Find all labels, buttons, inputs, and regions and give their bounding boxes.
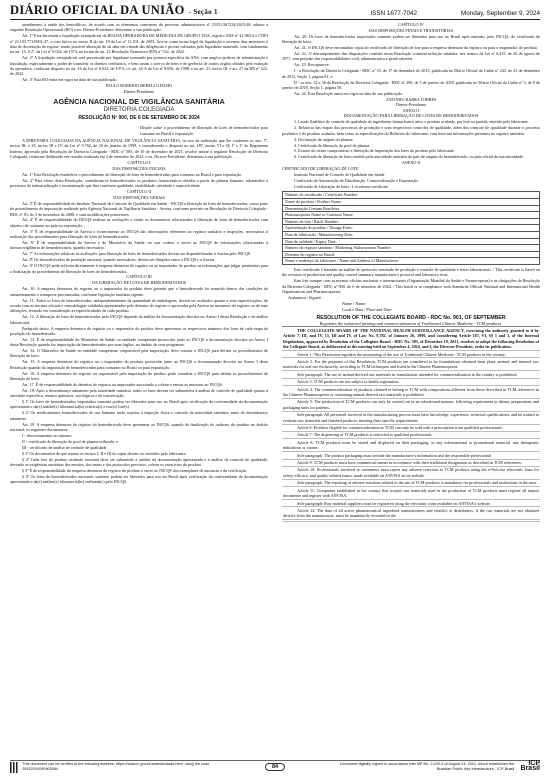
english-article-row: Article 5: The production of TCM products can only be carried out in an educational manner, following requirement in dietary preparations and packaging units for patients. [283,399,539,410]
form-row [283,205,540,212]
english-article-row [282,520,540,522]
paragraph: Art. 10. A empresa detentora do registro ou o importador do produto deve garantir que o hemoderivado foi mantido dentro das condições de armazenamento e transporte preconizadas, conforme legislação sanitária vigente. [10,286,268,297]
paragraph: Parágrafo único. A empresa detentora do registro ou o importador do produto deve apresentar os respectivos números dos lotes de cada etapa de produção do hemoderivado. [10,325,268,336]
paragraph: Art. 17. É de responsabilidade do detentor do registro ou importador autorizado a coletar e enviar as amostras ao INCQS. [22,381,223,387]
form-row [283,192,540,199]
paragraph: 6. Certificado de liberação de lotes emitido pela autoridade sanitária do país de origem do hemoderivado, ou país oficial da sua autoridade. [294,154,524,160]
section-heading: CAPÍTULO I [127,159,151,165]
section-heading: CAPÍTULO IV [398,22,424,27]
paragraph: Art. 16. A empresa detentora do registro ou responsável pela importação do produto pode consultar o INCQS para definir os procedimentos de liberação de lotes. [10,370,268,381]
paragraph: Art. 8º Os hemoderivados de produção nacional, quando necessários, devem ser dirigidos entre o INCQS e a Anvisa. [22,257,216,263]
header-meta [370,10,540,19]
signature-block-1 [10,83,268,94]
paragraph: Art. 5º É de responsabilidade da Anvisa o fornecimento ao INCQS das informações referentes ao registro sanitário e inspeções, necessárias à realização dos procedimentos para liberação de lotes de hemoderivados. [10,228,268,240]
english-article-row: Sole paragraph: The use of animal-derived raw materials in formulations intended for commercialization in the country is prohibited. [282,371,540,378]
annex-1-body [282,119,540,159]
paragraph: Art. 2º A liquidação extrajudicial será processada por liquidante nomeado por portaria específica da ANS, com amplos poderes de administração e liquidação, especialmente o poder de transferir os direitos creditórios, e bem assim o acervo de bens e de gerência de outros órgãos obtidos pela extinção da operadora, conforme disposto no art. 16 da Lei nº 6.024, de 1974, c/c art. 24-A da Lei nº 9.656, de 1998, e no art. 21, inciso III, e art. 27 da RN nº 522, de 2022. [10,55,268,77]
english-article-row: Article 4: The commercialization of products claimed to belong to TCM with compositions different from those described in TCM references in the Chinese Pharmacopoeia or containing animal-derived raw materials is prohibited. [283,386,539,397]
resolution-body [10,138,268,485]
annex-2-label: ANEXO II [401,160,421,166]
form-field-label: Pharmacopoeia Name or Common Name: [283,212,540,219]
paragraph: Este lote cumpre com as normas oficiais nacionais e internacionais (Organização Mundial da Saúde e Farmacopeias) e as obrigações da Resolução da Diretoria Colegiada - RDC nº 900, de 6 de setembro de 2024. / This batch is in compliance with Standards Official National and International Health Organizations and Pharmacopoeias. [282,278,540,294]
paragraph: I - direcionamento ao insumo; [22,432,72,438]
paragraph: Art. 14. O Ministério da Saúde ou entidade competente, responsável pela importação, deve constar o INCQS para definir os procedimentos de liberação de lotes. [10,348,268,359]
form-field-label: Apresentação do produto / Dosage Form: [283,225,540,232]
department-heading: DIRETORIA COLEGIADA [103,105,175,113]
section-heading: DAS DISPOSIÇÕES FINAIS E TRANSITÓRIAS [368,27,454,33]
paragraph: § 3º É de responsabilidade da empresa detentora do registro do produto o envio ao INCQS dos exemplares de amostras e da verificação. [22,468,248,473]
paragraph: A DIRETORIA COLEGIADA DA AGÊNCIA NACIONAL DE VIGILÂNCIA SANITÁRIA, no uso da atribuição que lhe conferem os arts. 7º, inciso III, e 15, inciso III e IV, da Lei nº 9.782, de 26 de janeiro de 1999, e considerando o disposto no art. 187, inciso VI e §§ 1º e 3º do Regimento Interno, aprovado pela Resolução de Diretoria Colegiada - RDC nº 585, de 10 de dezembro de 2021, resolve adotar a seguinte Resolução de Diretoria Colegiada, conforme deliberado em reunião realizada em 4 de setembro de 2024, e eu, Diretor-Presidente, determino a sua publicação. [10,137,268,159]
annex-1-title: DOCUMENTAÇÃO PARA LIBERAÇÃO DE LOTES DE HEMODERIVADOS [343,113,479,119]
form-field-label: Número do lote / Batch Number: [283,218,540,225]
english-resolution-title: RESOLUTION OF THE COLLEGIATE BOARD - RDC No. 901, OF SEPTEMBER [316,315,506,322]
paragraph: Art. 1º Esta Resolução estabelece o procedimento de liberação de lotes de hemoderivados para consumo no Brasil e para exportação. [22,171,243,177]
qr-code-icon [10,762,19,773]
form-field-label: Nome do produto / Product Name: [283,199,540,206]
english-resolution [282,315,540,522]
form-field-label: Número do registro sanitário / Marketing Authorization Number: [283,245,540,252]
icp-brasil-logo: ICP Brasil [520,760,540,772]
section-heading: DA LIBERAÇÃO DE LOTES DE HEMODERIVADOS [91,280,187,286]
form-row [283,218,540,225]
paragraph: 3. Declaração de origem do plasma. [294,136,354,142]
paragraph: 4. Certificado de liberação do pool de plasma. [294,142,371,148]
form-row [283,225,540,232]
paragraph: § 4º Os lotes de hemoderivados nacionais somente podem ser liberados para uso no Brasil após verificação da conformidade da documentação apresentada e da(s) análise(s) laboratorial(is) realizada(s) pelo INCQS. [10,473,268,485]
paragraph: Art. 9º O INCQS pode solicitar diretamente à empresa detentora do registro ou ao importador do produto as informações que julgar pertinentes para a finalização do procedimento de liberação de lotes de hemoderivados. [10,263,268,274]
english-article-row: Article 9: TCM products must have commercial names in accordance with their traditional designation as described in TCM references. [282,460,540,467]
resolution-number: RESOLUÇÃO Nº 900, DE 6 DE SETEMBRO DE 2024 [78,114,200,121]
page-number: 84 [265,763,285,772]
section-label: - Seção 1 [188,8,218,16]
form-row [283,199,540,206]
form-row [283,251,540,258]
form-field-label: Nome e endereço do fabricante / Name and Address of Manufacturer: [283,258,540,265]
paragraph: Art. 21. O INCQS deve encaminhar cópia do certificado de liberação de lote para a empresa detentora do registro ou para o importador do produto. [294,45,538,51]
signer-role: Diretor-Presidente [395,102,427,108]
paragraph: Art. 19. A empresa detentora do registro do hemoderivado deve apresentar ao INCQS, quando da finalização do cadastro do produto no âmbito nacional, os seguintes documentos: [10,421,268,433]
signer-name: PAULO ROBERTO REBELLO FILHO [105,83,173,89]
paragraph: Art. 2º Para efeito desta Resolução, consideram-se hemoderivados os produtos farmacêuticos obtidos a partir do plasma humano, submetidos a processos de industrialização e normatização que lhes conferem qualidade, estabilidade, atividade e especificidade. [10,177,268,188]
paragraph: Art. 13. É de responsabilidade do Ministério da Saúde ou entidade competente protocolar junto ao INCQS a documentação descrita no Anexo I desta Resolução quando for importação de hemoderivados por seus órgãos, no âmbito de seus programas. [10,336,268,348]
section-heading: DAS DISPOSIÇÕES GERAIS [113,194,165,200]
paragraph: III - certificado de análise de controle de qualidade. [22,444,108,450]
title-text: DIÁRIO OFICIAL DA UNIÃO [10,3,185,17]
signer-name: ANTONIO BARRA TORRES [385,96,437,102]
annex-subtitle: Instituto Nacional de Controle de Qualidade em Saúde [294,172,385,178]
form-row [283,212,540,219]
paragraph: § 1º Os documentos de que tratam os incisos I, II e III do caput devem ser emitidos pelo fabricante. [22,450,187,456]
english-article-row: Article 6: Products eligible for commercialization as TCM can only be sold with a prescription from qualified professionals. [282,425,540,432]
english-article-row: Article 2: For the purposes of this Resolution, TCM products are considered to be formulations obtained from plant, animal, and mineral raw materials for oral use exclusively, according to TCM techniques and listed in the Chinese Pharmacopoeia. [283,358,539,370]
english-resolution-rows [282,326,540,522]
form-row [283,245,540,252]
paragraph: 5. Extrato do termo compromisso e liberação de importação dos lotes do produto pelo fabricante. [294,148,455,154]
paragraph: atendimento à saúde dos hemofílicos, de acordo com os elementos constantes do processo administrativo nº 25351.567234/2023-28, adotou a seguinte Resolução Operacional (RO) e eu, Diretor-Presidente, determino a sua publicação: [10,22,268,33]
footer-verification: This document can be verified at the following address: https://www.in.gov.br/autenticidade.html, using the code 05152024090900084 [22,762,210,771]
certificate-text [282,267,540,294]
operational-resolution-text [10,22,268,83]
newspaper-title [10,3,218,19]
form-field-label: Data de validade / Expiry Date: [283,238,540,245]
form-field-label: Denominação Comum Brasileira: [283,205,540,212]
signature-line: Local e Data / Place and Date: [342,306,393,312]
form-field-label: Data de fabricação / Manufacturing Date: [283,232,540,239]
form-field-label: Número do certificado / Certificate Number: [283,192,540,199]
english-article-row: Article 8: TCM products must be stored and displayed on their packaging, or any informational or promotional material, any therapeutic indications or claims. [283,439,539,451]
right-column [282,22,540,522]
paragraph: II - certificado de liberação do pool de plasma utilizado; e [22,438,118,444]
english-article-row: Article 7: The dispensing of TCM products is restricted to qualified professionals. [282,432,540,439]
signature-block-2 [282,97,540,108]
paragraph: Art. 12. A liberação de lotes de hemoderivados pelo INCQS depende da análise da documentação descrita no Anexo I desta Resolução e de análise laboratorial. [10,314,268,325]
paragraph: § 2º Cada lote do produto avaliado nacional deve ser submetido à análise da documentação apresentada e à análise de controle de qualidade, devendo as exigências sanitárias dos ensaios, dos testes e dos protocolos previstos, coletar os exercícios do produto. [10,456,268,468]
form-row [283,238,540,245]
annex-2-title: CERTIFICADO DE LIBERAÇÃO DE LOTE [282,166,359,172]
certificate-signature [282,295,540,312]
form-field-label: Detentor do registro no Brasil: [283,251,540,258]
issue-date: Monday, September 9, 2024 [461,10,540,17]
form-row [283,232,540,239]
english-article-row: THE COLLEGIATE BOARD OF THE NATIONAL HEALTH SURVEILLANCE AGENCY, exercising the authority granted to it by Article 7, III, and IV, 15, III and IV, of Law No. 9,782, of January 26, 1999, and considering Article 187, VI, §§ 1 and 3, of the Internal Regulations, approved by Resolution of the Collegiate Board - RDC No. 585, of December 10, 2021, resolves to adopt the following Resolution of the Collegiate Board, as deliberated at the meeting held on September 4, 2024, and I, the Director-President, order its publication. [283,327,539,350]
resolution-ementa: Dispõe sobre o procedimento de liberação de lotes de hemoderivados para consumo no Brasil e exportação. [140,125,268,136]
paragraph: Art. 3º Esta RO entra em vigor na data de sua publicação. [22,77,118,83]
annex-subtitle: Certificado de Autorização de Distribuição, Comercialização e Exportação. [294,178,419,184]
paragraph: Art. 22. O descumprimento das disposições contidas nesta Resolução constitui infração sanitária, nos termos da Lei nº 6.437, de 20 de agosto de 1977, sem prejuízo das responsabilidades civil, administrativa e penal cabíveis. [282,51,540,62]
paragraph: 2. Relatório das etapas dos processos de produção e seus respectivos controles de qualidade, além dos controle de qualidade durante o processo produtivo e do produto acabado, bem como as especificações do Relatório do fabricante, com base nas informações presentes no registro sanitário. [282,125,540,136]
paragraph: Art. 1º Fica decretada a liquidação extrajudicial da HOLDA OPERADORA DE MEDICINA DE GRUPO LTDA, registro ANS nº 41.983-4 e CNPJ nº 22.103.771/0001-47, e com fulcro no inciso II do art. 19 da Lei nº 11.101, de 2005, fica-se como termo legal da liquidação o noventa dias anteriores à data de decretação do regime, sendo possível alteração de tal data em virtude das diligências e provas coletadas pelo liquidante nomeado, com fundamento no art. 15, § 2º, da Lei nº 6.024, de 1974, na forma do art. 22 Resolução Normativa (RN) nº 522, de 2022. [10,33,268,55]
english-article-row: Article 1: This Resolution regulates the monitoring of the use of Traditional Chinese Medicine - TCM products in the country. [282,351,540,358]
certificate-form-table [282,191,540,265]
paragraph: Art. 4º É de responsabilidade do INCQS realizar as avaliações e emitir os documentos relacionados à liberação de lotes de hemoderivados com objetivo de consumo no país ou exportação. [10,217,268,228]
paragraph: Art. 6º É de responsabilidade da Anvisa e do Ministério da Saúde, no que couber, o envio ao INCQS de informações relacionadas à farmacovigilância de hemoderivados, quando necessário. [10,240,268,251]
english-article-row: Article 3: TCM products are not subject to health registration. [282,379,540,386]
paragraph: § 1º Os lotes de hemoderivados importados somente podem ser liberados para uso no Brasil após verificação da conformidade da documentação apresentada e da(s) análise(s) laboratorial(is) relativa(s) a esse(s) lote(s). [10,399,268,410]
left-column [10,22,268,485]
english-article-row: Sole paragraph: Raw material suppliers must be registered using the electronic form available on ANVISA's website. [282,500,540,507]
section-heading: CAPÍTULO III [126,274,152,280]
paragraph: Art. 15. A empresa detentora do registro ou o importador do produto protocolar junto ao INCQS a documentação descrita no Anexo I desta Resolução quando da importação de hemoderivados para consumo no Brasil ou para exportação. [10,359,268,370]
signature-line: Assinatura / Signed: [288,294,322,300]
page-footer [10,760,540,773]
english-article-row: Article 12: The data of all active pharmaceutical ingredient manufacturers and retailers or distributors, if the raw materials are not obtained directly from the manufacturer, must be mandatorily recorded in the [283,507,539,519]
section-heading: CAPÍTULO II [126,188,152,194]
paragraph: Art. 20. Os lotes de hemoderivados importados somente podem ser liberados para uso no Brasil após emissão, pelo INCQS, do certificado de liberação de lotes. [282,33,540,45]
issn: ISSN 1677-7042 [370,10,417,17]
page-header [10,4,540,20]
paragraph: Art. 23. Revogam-se: [294,62,330,68]
english-article-row: Article 11: Companies established in the country that acquire raw materials used in the production of TCM products must register all import documents and register with ANVISA. [283,487,539,499]
annex-2-subtitles [282,172,540,189]
final-provisions [282,22,540,96]
annex-subtitle: Certificado de Liberação de lotes / Lot release certificate [294,184,389,190]
english-resolution-subtitle: Regulates the industrial farming and commercialization of Traditional Chinese Medicine - TCM products. [319,321,503,327]
paragraph: Art. 3º É de responsabilidade do Instituto Nacional de Controle de Qualidade em Saúde - INCQS a liberação de lotes de hemoderivados, como parte do procedimento de importação realizado pela Agência Nacional de Vigilância Sanitária - Anvisa, conforme previsto na Resolução de Diretoria Colegiada - RDC nº 81, de 5 de novembro de 2008, e suas modificações posteriores. [10,200,268,217]
english-article-row: Sole paragraph: All personnel involved in the manufacturing process must have knowledge, experience, technical qualifications, and be trained to evaluate raw materials and finished products, meeting their specific requirements. [283,412,539,423]
paragraph: Art. 18. Após o desembaraço aduaneiro pela autoridade sanitária, todos os lotes devem ser submetidos à análise de controle de qualidade quanto à atividade específica, ensaios químicos, sorológicos e de conservação. [10,387,268,399]
paragraph: II - os arts. 32 a 36 da Resolução da Diretoria Colegiada - RDC nº 208, de 5 de janeiro de 2018, publicada no Diário Oficial da União nº 5, de 8 de janeiro de 2018, Seção 1, página 50. [282,79,540,90]
english-article-row: Sole paragraph: The reporting of adverse reactions related to the use of TCM products is mandatory for professionals and institutions in the area. [282,480,540,487]
paragraph: § 2º Os medicamentos hemoderivados de uso humano estão sujeitos à inspeção física e controle da autoridade sanitária, antes do desembaraço aduaneiro. [10,410,268,421]
paragraph: Art. 7º As informações relativas às avaliações para liberação de lotes de hemoderivados devem ser disponibilizadas à Anvisa pelo INCQS. [22,251,252,257]
form-row [283,258,540,265]
footer-signature-note: Document digitally signed in accordance with MP No. 2.200-2 of August 24, 2001, which establishes the Brazilian Public Key Infrastructure - ICP-Brasil [340,762,515,771]
paragraph: I - a Resolução da Diretoria Colegiada - RDC nº 55, de 17 de dezembro de 2015, publicada no Diário Oficial da União nº 243, de 21 de dezembro de 2015, Seção 1, página 81; e [282,68,540,79]
paragraph: Este certificado é baseado na análise do protocolo resumido de produção e controle de qualidade e testes laboratoriais. / This certificate is based on the revision of production and quality control summary manufacturer's protocol and laboratory tests. [282,266,540,278]
annex-1-label: ANEXO I [402,107,420,113]
section-heading: DAS DISPOSIÇÕES INICIAIS [112,165,166,171]
paragraph: Art. 24. Esta Resolução entra em vigor na data de sua publicação. [294,90,403,96]
english-article-row: Article 10: Professionals involved or consumers must report any adverse reactions to TCM products using the e-Notivisa electronic form for safety, efficacy, and quality-related issues, made available on ANVISA on its website. [283,467,539,478]
signature-line: Nome / Name: [342,300,367,306]
paragraph: 1. Laudo Analítico de controle de qualidade do ingrediente farmacêutico ativo e produto acabado, por lote ou partida, emitido pelo fabricante. [294,119,529,125]
signer-role: Diretor-Presidente [123,88,155,94]
paragraph: Art. 11. Todos os lotes de hemoderivados, independentemente da quantidade de embalagens, devem ser avaliados quanto a seus especificações, de acordo com as normas oficiais e metodologias validadas apresentadas pelo detentor do registro e aprovadas pela Anvisa no momento do registro ou de suas alterações, levando em consideração as especificidades de cada produto. [10,297,268,314]
agency-heading: AGÊNCIA NACIONAL DE VIGILÂNCIA SANITÁRIA [53,96,225,106]
english-article-row: Sole paragraph: The product packaging must include the manufacturer's information and the responsible professional. [282,452,540,459]
